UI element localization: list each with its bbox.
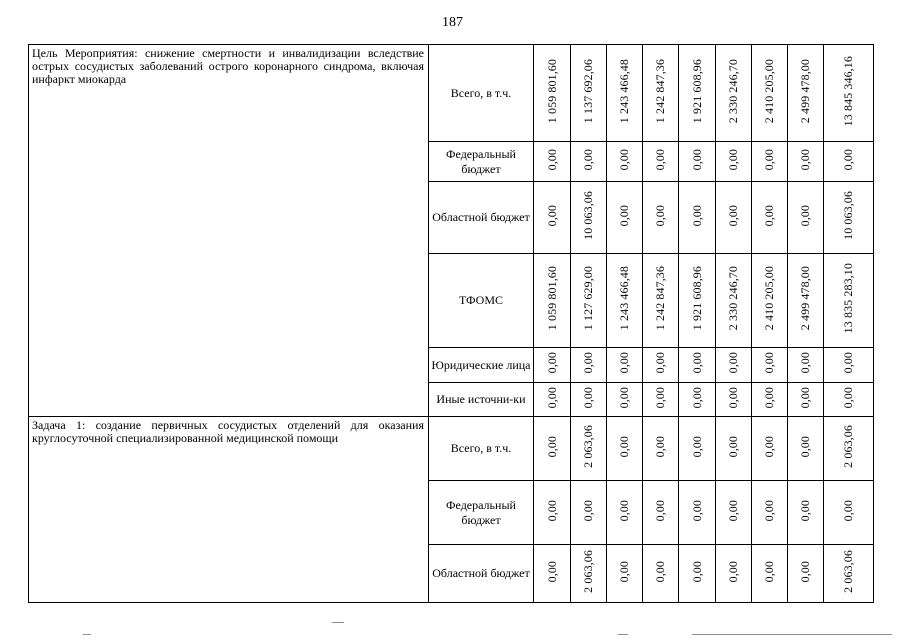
amount-value: 2 410 205,00 bbox=[762, 266, 776, 331]
year-value-cell bbox=[607, 182, 643, 254]
year-value-cell bbox=[752, 348, 788, 383]
year-value-cell bbox=[716, 383, 752, 417]
amount-value: 0,00 bbox=[617, 148, 631, 171]
year-value-cell bbox=[752, 417, 788, 481]
amount-value: 1 242 847,36 bbox=[653, 266, 667, 331]
year-value-cell bbox=[571, 383, 607, 417]
funding-source-label: Областной бюджет bbox=[432, 210, 530, 224]
year-value-cell bbox=[607, 545, 643, 603]
year-value-cell bbox=[752, 383, 788, 417]
year-value-cell bbox=[679, 142, 716, 182]
scan-artifact bbox=[83, 634, 91, 635]
funding-source-label: Всего, в т.ч. bbox=[450, 441, 512, 455]
year-value-cell bbox=[571, 45, 607, 142]
amount-value: 2 410 205,00 bbox=[762, 58, 776, 124]
amount-value: 0,00 bbox=[726, 352, 740, 374]
scan-artifact bbox=[332, 622, 344, 623]
year-value-cell bbox=[716, 142, 752, 182]
total-cell bbox=[824, 481, 874, 545]
year-value-cell bbox=[716, 348, 752, 383]
funding-source bbox=[429, 182, 534, 254]
year-value-cell bbox=[752, 254, 788, 348]
year-value-cell bbox=[679, 417, 716, 481]
amount-value: 0,00 bbox=[581, 148, 595, 171]
year-value-cell bbox=[752, 481, 788, 545]
year-value-cell bbox=[716, 545, 752, 603]
amount-value: 0,00 bbox=[653, 204, 667, 227]
year-value-cell bbox=[679, 383, 716, 417]
year-value-cell bbox=[643, 481, 679, 545]
year-value-cell bbox=[788, 45, 824, 142]
year-value-cell bbox=[788, 254, 824, 348]
amount-value: 0,00 bbox=[726, 386, 740, 409]
year-value-cell bbox=[679, 545, 716, 603]
amount-value: 0,00 bbox=[581, 499, 595, 522]
amount-value: 0,00 bbox=[653, 148, 667, 171]
total-cell bbox=[824, 383, 874, 417]
amount-value: 0,00 bbox=[841, 352, 855, 374]
amount-value: 2 330 246,70 bbox=[726, 266, 740, 331]
amount-value: 0,00 bbox=[798, 560, 812, 583]
year-value-cell bbox=[716, 254, 752, 348]
amount-value: 0,00 bbox=[581, 386, 595, 409]
year-value-cell bbox=[607, 142, 643, 182]
total-cell bbox=[824, 545, 874, 603]
year-value-cell bbox=[788, 182, 824, 254]
year-value-cell bbox=[716, 182, 752, 254]
funding-source bbox=[429, 45, 534, 142]
amount-value: 0,00 bbox=[726, 499, 740, 522]
funding-source bbox=[429, 254, 534, 348]
year-value-cell bbox=[534, 45, 571, 142]
year-value-cell bbox=[788, 383, 824, 417]
activity-description: Цель Мероприятия: снижение смертности и инвалидизации вследствие острых сосудистых заболеваний острого коронарного синдрома, включая инфаркт миокарда bbox=[29, 45, 429, 417]
funding-source bbox=[429, 417, 534, 481]
year-value-cell bbox=[643, 182, 679, 254]
year-value-cell bbox=[607, 383, 643, 417]
amount-value: 0,00 bbox=[617, 386, 631, 409]
year-value-cell bbox=[679, 481, 716, 545]
amount-value: 0,00 bbox=[544, 204, 559, 227]
amount-value: 0,00 bbox=[762, 148, 776, 171]
amount-value: 0,00 bbox=[544, 435, 559, 458]
funding-source bbox=[429, 142, 534, 182]
year-value-cell bbox=[534, 545, 571, 603]
year-value-cell bbox=[607, 45, 643, 142]
funding-source-label: Федеральный бюджет bbox=[446, 146, 516, 176]
amount-value: 10 063,06 bbox=[841, 191, 855, 240]
amount-value: 0,00 bbox=[617, 204, 631, 227]
year-value-cell bbox=[716, 45, 752, 142]
amount-value: 2 063,06 bbox=[581, 425, 595, 468]
year-value-cell bbox=[571, 481, 607, 545]
amount-value: 2 063,06 bbox=[841, 425, 855, 468]
amount-value: 0,00 bbox=[798, 499, 812, 522]
amount-value: 0,00 bbox=[653, 435, 667, 458]
funding-source-label: ТФОМС bbox=[458, 293, 504, 307]
funding-source-label: Всего, в т.ч. bbox=[450, 85, 512, 100]
funding-source-label: Областной бюджет bbox=[432, 566, 530, 580]
total-cell bbox=[824, 45, 874, 142]
year-value-cell bbox=[643, 254, 679, 348]
year-value-cell bbox=[534, 481, 571, 545]
amount-value: 0,00 bbox=[726, 148, 740, 171]
amount-value: 0,00 bbox=[544, 352, 559, 374]
amount-value: 0,00 bbox=[689, 148, 704, 171]
amount-value: 0,00 bbox=[544, 148, 559, 171]
amount-value: 0,00 bbox=[841, 499, 855, 522]
total-cell bbox=[824, 182, 874, 254]
year-value-cell bbox=[752, 45, 788, 142]
amount-value: 0,00 bbox=[726, 204, 740, 227]
amount-value: 1 243 466,48 bbox=[617, 58, 631, 124]
year-value-cell bbox=[607, 417, 643, 481]
amount-value: 0,00 bbox=[762, 560, 776, 583]
amount-value: 1 921 608,96 bbox=[689, 266, 704, 331]
year-value-cell bbox=[752, 182, 788, 254]
year-value-cell bbox=[716, 481, 752, 545]
year-value-cell bbox=[607, 481, 643, 545]
amount-value: 13 835 283,10 bbox=[841, 263, 855, 334]
amount-value: 1 243 466,48 bbox=[617, 266, 631, 331]
amount-value: 2 499 478,00 bbox=[798, 58, 812, 124]
year-value-cell bbox=[752, 142, 788, 182]
amount-value: 0,00 bbox=[689, 204, 704, 227]
amount-value: 0,00 bbox=[617, 499, 631, 522]
amount-value: 2 063,06 bbox=[841, 550, 855, 593]
funding-table bbox=[28, 44, 874, 603]
funding-source-label: Федеральный бюджет bbox=[446, 497, 516, 527]
funding-source bbox=[429, 348, 534, 383]
table-row bbox=[29, 417, 874, 481]
amount-value: 0,00 bbox=[653, 352, 667, 374]
amount-value: 0,00 bbox=[581, 352, 595, 374]
year-value-cell bbox=[534, 348, 571, 383]
amount-value: 0,00 bbox=[762, 352, 776, 374]
amount-value: 0,00 bbox=[689, 386, 704, 409]
funding-source-label: Юридические лица bbox=[431, 357, 531, 372]
year-value-cell bbox=[788, 545, 824, 603]
year-value-cell bbox=[752, 545, 788, 603]
amount-value: 0,00 bbox=[617, 560, 631, 583]
amount-value: 0,00 bbox=[798, 435, 812, 458]
year-value-cell bbox=[534, 182, 571, 254]
year-value-cell bbox=[534, 142, 571, 182]
amount-value: 0,00 bbox=[544, 386, 559, 409]
amount-value: 1 137 692,06 bbox=[581, 58, 595, 124]
amount-value: 0,00 bbox=[544, 560, 559, 583]
funding-source bbox=[429, 383, 534, 417]
amount-value: 0,00 bbox=[798, 204, 812, 227]
year-value-cell bbox=[788, 348, 824, 383]
year-value-cell bbox=[607, 348, 643, 383]
year-value-cell bbox=[679, 182, 716, 254]
amount-value: 13 845 346,16 bbox=[841, 55, 855, 127]
amount-value: 0,00 bbox=[689, 435, 704, 458]
year-value-cell bbox=[679, 348, 716, 383]
total-cell bbox=[824, 417, 874, 481]
year-value-cell bbox=[679, 45, 716, 142]
year-value-cell bbox=[788, 481, 824, 545]
year-value-cell bbox=[571, 417, 607, 481]
table-row bbox=[29, 45, 874, 142]
amount-value: 0,00 bbox=[798, 352, 812, 374]
amount-value: 0,00 bbox=[798, 148, 812, 171]
year-value-cell bbox=[643, 142, 679, 182]
amount-value: 0,00 bbox=[762, 499, 776, 522]
amount-value: 0,00 bbox=[617, 352, 631, 374]
amount-value: 1 242 847,36 bbox=[653, 58, 667, 124]
funding-source-label: Иные источни-ки bbox=[436, 392, 526, 406]
amount-value: 0,00 bbox=[726, 435, 740, 458]
amount-value: 0,00 bbox=[762, 386, 776, 409]
amount-value: 0,00 bbox=[841, 386, 855, 409]
amount-value: 1 921 608,96 bbox=[689, 58, 704, 124]
amount-value: 2 330 246,70 bbox=[726, 58, 740, 124]
amount-value: 0,00 bbox=[762, 435, 776, 458]
year-value-cell bbox=[607, 254, 643, 348]
amount-value: 1 059 801,60 bbox=[544, 58, 559, 124]
total-cell bbox=[824, 254, 874, 348]
year-value-cell bbox=[571, 182, 607, 254]
year-value-cell bbox=[571, 142, 607, 182]
year-value-cell bbox=[534, 383, 571, 417]
year-value-cell bbox=[788, 142, 824, 182]
activity-description: Задача 1: создание первичных сосудистых отделений для оказания круглосуточной специализированной медицинской помощи bbox=[29, 417, 429, 603]
amount-value: 0,00 bbox=[841, 148, 855, 171]
year-value-cell bbox=[679, 254, 716, 348]
year-value-cell bbox=[788, 417, 824, 481]
amount-value: 2 063,06 bbox=[581, 550, 595, 593]
amount-value: 10 063,06 bbox=[581, 191, 595, 240]
amount-value: 0,00 bbox=[617, 435, 631, 458]
scan-artifact bbox=[692, 634, 892, 635]
year-value-cell bbox=[643, 545, 679, 603]
amount-value: 0,00 bbox=[653, 560, 667, 583]
scan-artifact bbox=[618, 634, 628, 635]
amount-value: 0,00 bbox=[726, 560, 740, 583]
year-value-cell bbox=[571, 348, 607, 383]
year-value-cell bbox=[643, 45, 679, 142]
amount-value: 2 499 478,00 bbox=[798, 266, 812, 331]
total-cell bbox=[824, 142, 874, 182]
year-value-cell bbox=[716, 417, 752, 481]
total-cell bbox=[824, 348, 874, 383]
year-value-cell bbox=[571, 254, 607, 348]
page-number: 187 bbox=[442, 15, 463, 30]
amount-value: 0,00 bbox=[762, 204, 776, 227]
year-value-cell bbox=[534, 254, 571, 348]
year-value-cell bbox=[571, 545, 607, 603]
year-value-cell bbox=[534, 417, 571, 481]
year-value-cell bbox=[643, 383, 679, 417]
amount-value: 0,00 bbox=[653, 386, 667, 409]
amount-value: 1 059 801,60 bbox=[544, 266, 559, 331]
amount-value: 0,00 bbox=[689, 499, 704, 522]
amount-value: 0,00 bbox=[544, 499, 559, 522]
amount-value: 0,00 bbox=[689, 352, 704, 374]
year-value-cell bbox=[643, 417, 679, 481]
amount-value: 0,00 bbox=[798, 386, 812, 409]
year-value-cell bbox=[643, 348, 679, 383]
amount-value: 0,00 bbox=[653, 499, 667, 522]
amount-value: 1 127 629,00 bbox=[581, 266, 595, 331]
funding-source bbox=[429, 545, 534, 603]
funding-source bbox=[429, 481, 534, 545]
amount-value: 0,00 bbox=[689, 560, 704, 583]
